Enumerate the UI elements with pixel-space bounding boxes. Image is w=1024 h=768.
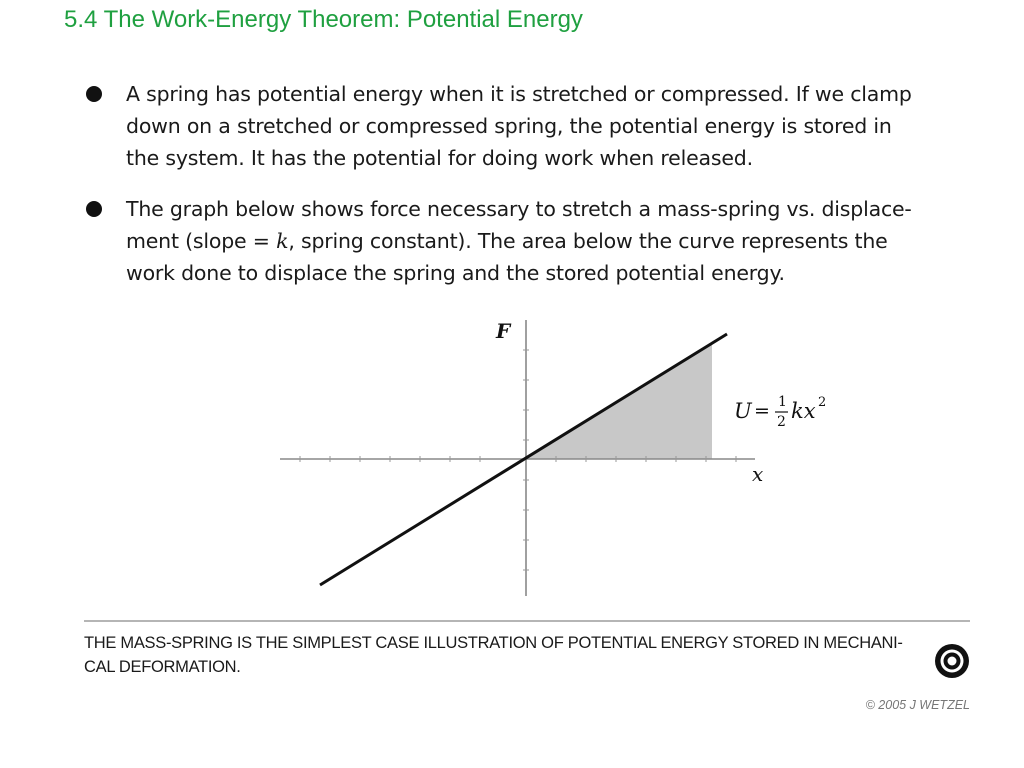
slide-title: 5.4 The Work-Energy Theorem: Potential Energy bbox=[64, 6, 583, 33]
potential-energy-formula bbox=[734, 394, 826, 430]
bullet-2-line-2-a: ment (slope = bbox=[126, 229, 277, 253]
formula-U: U bbox=[734, 399, 752, 423]
bullet-dot-icon bbox=[86, 201, 102, 217]
bullet-1-line-2: down on a stretched or compressed spring, the potential energy is stored in bbox=[126, 114, 892, 138]
bullet-2-line-1: The graph below shows force necessary to stretch a mass-spring vs. displace- bbox=[126, 197, 912, 221]
bullet-2-line-2-b: , spring constant). The area below the curve represents the bbox=[288, 229, 888, 253]
bullet-1-line-3: the system. It has the potential for doing work when released. bbox=[126, 146, 753, 170]
formula-numerator: 1 bbox=[778, 394, 787, 410]
formula-kx: kx bbox=[791, 399, 816, 423]
caption-divider bbox=[84, 620, 970, 622]
y-axis-label: F bbox=[496, 319, 511, 343]
bullet-2-line-2 bbox=[126, 225, 972, 257]
figure-caption bbox=[84, 631, 914, 679]
spring-constant-k: k bbox=[276, 229, 289, 253]
copyright-text: © 2005 J WETZEL bbox=[865, 698, 970, 712]
bullet-paragraph-1 bbox=[126, 78, 972, 174]
bullet-1-line-1: A spring has potential energy when it is stretched or compressed. If we clamp bbox=[126, 82, 912, 106]
formula-equals: = bbox=[754, 400, 770, 422]
bullet-2-line-3: work done to displace the spring and the stored potential energy. bbox=[126, 261, 785, 285]
caption-line-1: THE MASS-SPRING IS THE SIMPLEST CASE ILLUSTRATION OF POTENTIAL ENERGY STORED IN MECHANI- bbox=[84, 634, 903, 652]
target-logo-icon bbox=[934, 643, 970, 679]
caption-line-2: CAL DEFORMATION. bbox=[84, 658, 241, 676]
x-axis-label: x bbox=[752, 462, 764, 486]
bullet-dot-icon bbox=[86, 86, 102, 102]
force-displacement-graph bbox=[270, 310, 850, 605]
formula-denominator: 2 bbox=[777, 414, 786, 430]
bullet-paragraph-2 bbox=[126, 193, 972, 289]
formula-exponent: 2 bbox=[818, 395, 827, 410]
